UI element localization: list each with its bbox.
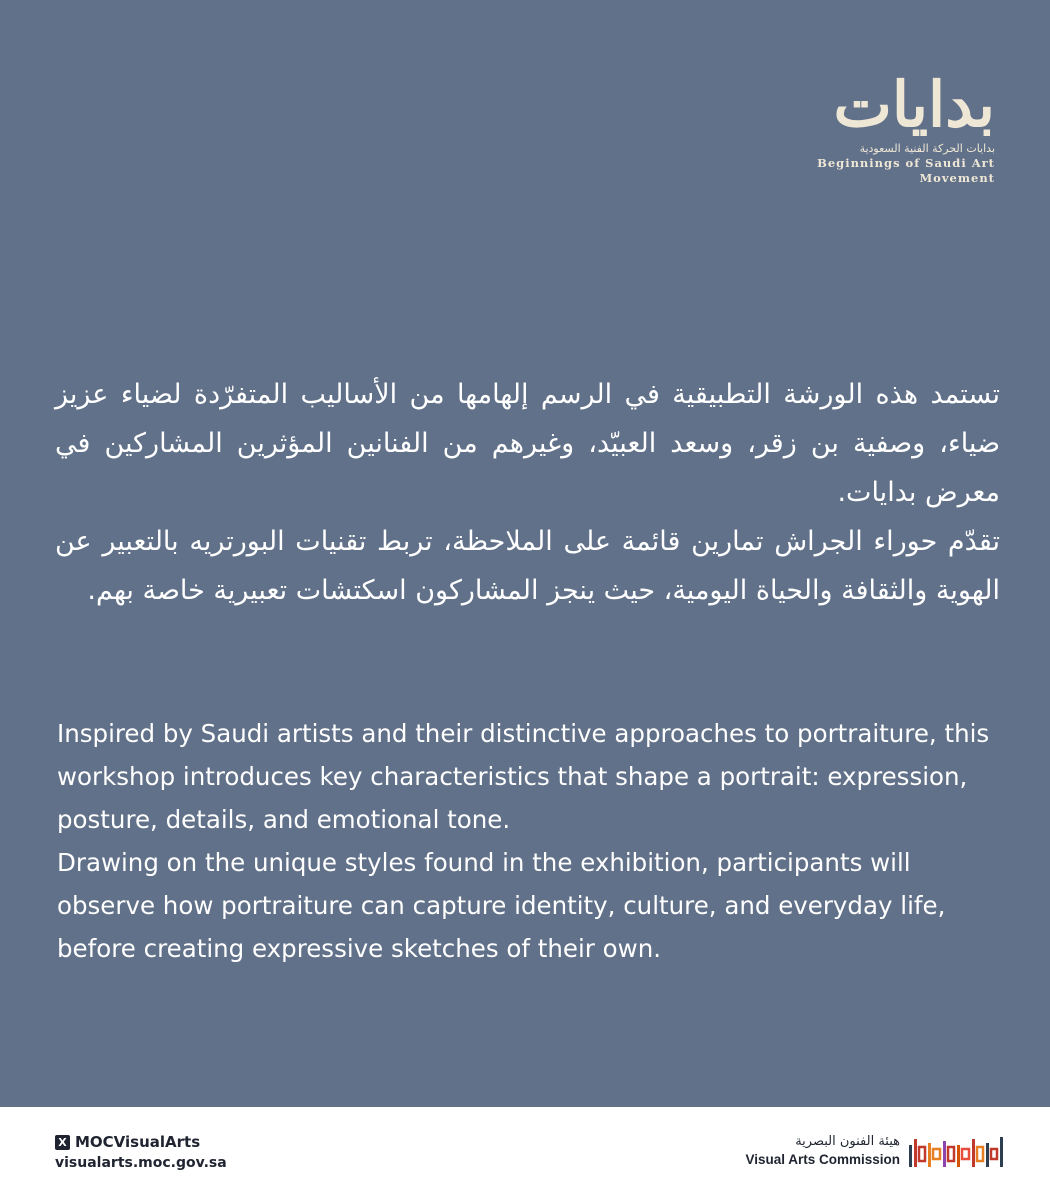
arabic-description	[55, 370, 1000, 615]
visual-arts-commission-logo-icon	[909, 1135, 1005, 1169]
arabic-paragraph: تستمد هذه الورشة التطبيقية في الرسم إلهامها من الأساليب المتفرّدة لضياء عزيز ضياء، وصفية بن زقر، وسعد العبيّد، وغيرهم من الفنانين المؤثرين المشاركين في معرض بدايات.	[55, 379, 1000, 508]
arabic-paragraph: تقدّم حوراء الجراش تمارين قائمة على الملاحظة، تربط تقنيات البورتريه بالتعبير عن الهوية والثقافة والحياة اليومية، حيث ينجز المشاركون اسكتشات تعبيرية خاصة بهم.	[55, 526, 1000, 606]
logo-title-ar: بدايات	[833, 68, 995, 141]
commission-name	[745, 1133, 900, 1169]
footer	[0, 1107, 1050, 1200]
logo-subtitle-en: Beginnings of Saudi Art Movement	[817, 156, 995, 185]
commission-name-ar: هيئة الفنون البصرية	[795, 1134, 900, 1149]
x-logo-icon: X	[55, 1135, 70, 1150]
english-paragraph: Drawing on the unique styles found in the exhibition, participants will observe how portraiture can capture identity, culture, and everyday life, before creating expressive sketches of their own.	[57, 848, 946, 963]
x-handle-text: MOCVisualArts	[75, 1133, 201, 1151]
bedayat-logo	[745, 70, 995, 186]
english-paragraph: Inspired by Saudi artists and their distinctive approaches to portraiture, this workshop introduces key characteristics that shape a portrait: expression, posture, details, and emotional tone.	[57, 719, 990, 834]
website-link[interactable]: visualarts.moc.gov.sa	[55, 1155, 227, 1171]
commission-name-en: Visual Arts Commission	[745, 1152, 900, 1167]
x-handle-link[interactable]	[55, 1132, 200, 1152]
english-description	[57, 712, 990, 970]
logo-subtitle-ar: بدايات الحركة الفنية السعودية	[859, 142, 995, 155]
